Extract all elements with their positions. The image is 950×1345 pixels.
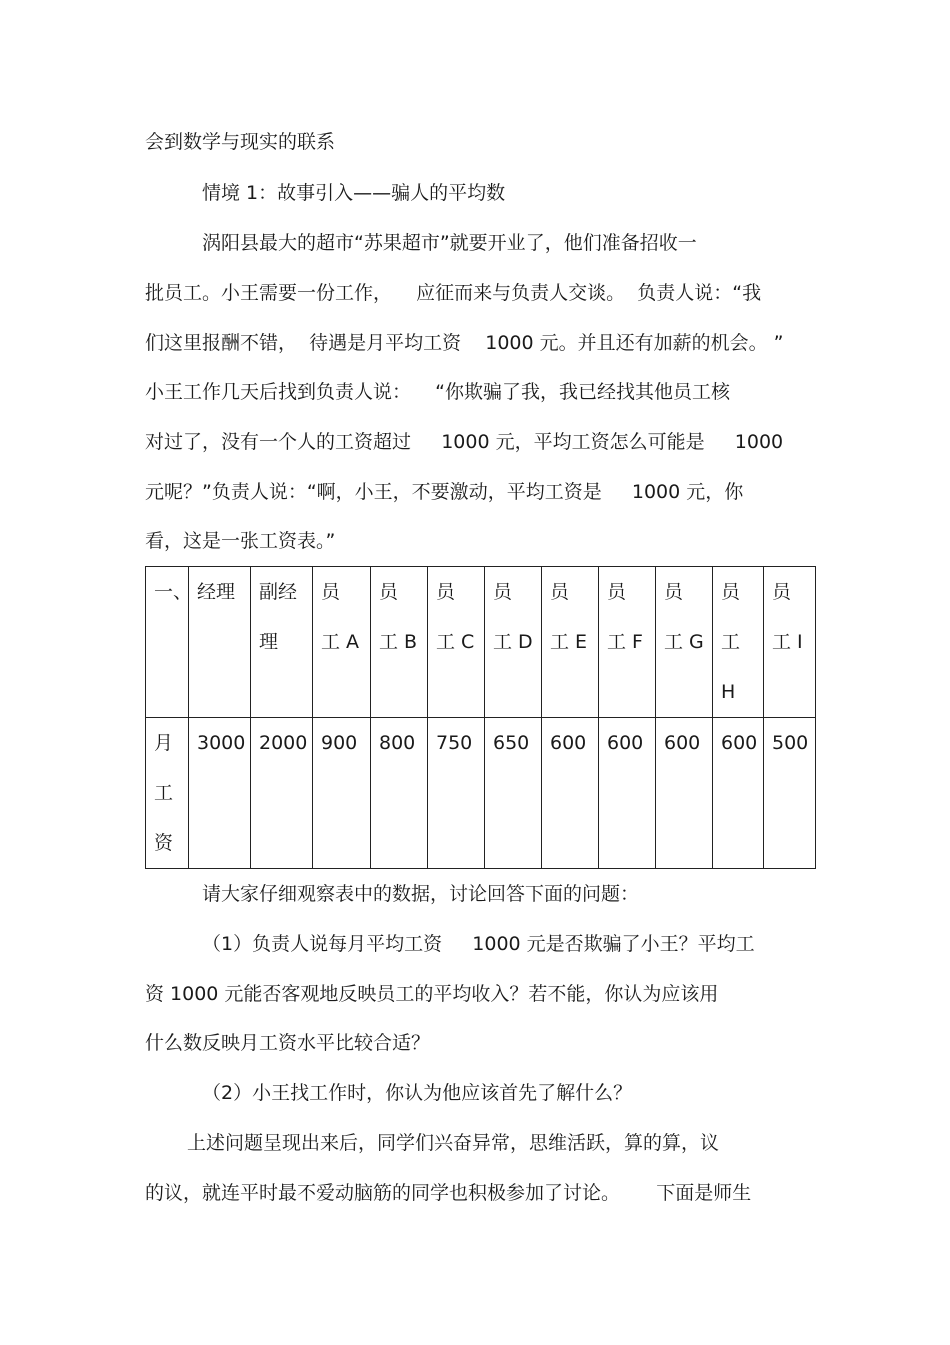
table-cell: 650 bbox=[485, 718, 542, 869]
text-line: 什么数反映月工资水平比较合适？ bbox=[145, 1032, 431, 1054]
table-header-cell: 副经 理 bbox=[251, 567, 313, 718]
table-cell: 3000 bbox=[189, 718, 251, 869]
table-header-cell: 员 工 D bbox=[485, 567, 542, 718]
table-cell: 2000 bbox=[251, 718, 313, 869]
text-line: 们这里报酬不错， 待遇是月平均工资 1000 元。并且还有加薪的机会。 ” bbox=[145, 332, 784, 354]
text-line: 涡阳县最大的超市“苏果超市”就要开业了，他们准备招收一 bbox=[202, 232, 697, 254]
table-header-cell: 员 工 G bbox=[656, 567, 713, 718]
table-cell: 500 bbox=[764, 718, 816, 869]
text-line: 请大家仔细观察表中的数据，讨论回答下面的问题： bbox=[202, 883, 640, 905]
table-header-cell: 员 工 B bbox=[371, 567, 428, 718]
text-line: 资 1000 元能否客观地反映员工的平均收入？若不能，你认为应该用 bbox=[145, 983, 719, 1005]
table-cell: 600 bbox=[656, 718, 713, 869]
table-header-cell: 员 工 H bbox=[713, 567, 764, 718]
question-1: （1）负责人说每月平均工资 1000 元是否欺骗了小王？平均工 bbox=[202, 933, 755, 955]
text-line: 批员工。小王需要一份工作， 应征而来与负责人交谈。 负责人说：“我 bbox=[145, 282, 762, 304]
table-cell: 800 bbox=[371, 718, 428, 869]
table-header-cell: 员 工 I bbox=[764, 567, 816, 718]
table-cell: 600 bbox=[599, 718, 656, 869]
question-2: （2）小王找工作时，你认为他应该首先了解什么？ bbox=[202, 1082, 633, 1104]
table-cell: 月 工 资 bbox=[146, 718, 189, 869]
table-row bbox=[146, 718, 816, 869]
table-header-cell: 员 工 E bbox=[542, 567, 599, 718]
table-header-cell: 员 工 F bbox=[599, 567, 656, 718]
table-cell: 600 bbox=[542, 718, 599, 869]
table-header-cell: 一、 bbox=[146, 567, 189, 718]
table-cell: 600 bbox=[713, 718, 764, 869]
text-line: 上述问题呈现出来后，同学们兴奋异常，思维活跃，算的算，议 bbox=[187, 1132, 720, 1154]
table-header-cell: 员 工 C bbox=[428, 567, 485, 718]
table-header-cell: 员 工 A bbox=[313, 567, 371, 718]
scenario-heading: 情境 1：故事引入——骗人的平均数 bbox=[202, 182, 506, 204]
table-header-row bbox=[146, 567, 816, 718]
text-line: 看，这是一张工资表。” bbox=[145, 530, 336, 552]
text-line: 元呢？”负责人说：“啊，小王，不要激动，平均工资是 1000 元，你 bbox=[145, 481, 744, 503]
text-line: 的议，就连平时最不爱动脑筋的同学也积极参加了讨论。 下面是师生 bbox=[145, 1182, 752, 1204]
table-cell: 900 bbox=[313, 718, 371, 869]
table-header-cell: 经理 bbox=[189, 567, 251, 718]
text-line: 对过了，没有一个人的工资超过 1000 元，平均工资怎么可能是 1000 bbox=[145, 431, 784, 453]
table-cell: 750 bbox=[428, 718, 485, 869]
salary-table bbox=[145, 566, 816, 869]
text-line: 会到数学与现实的联系 bbox=[145, 131, 336, 153]
text-line: 小王工作几天后找到负责人说： “你欺骗了我，我已经找其他员工核 bbox=[145, 381, 731, 403]
